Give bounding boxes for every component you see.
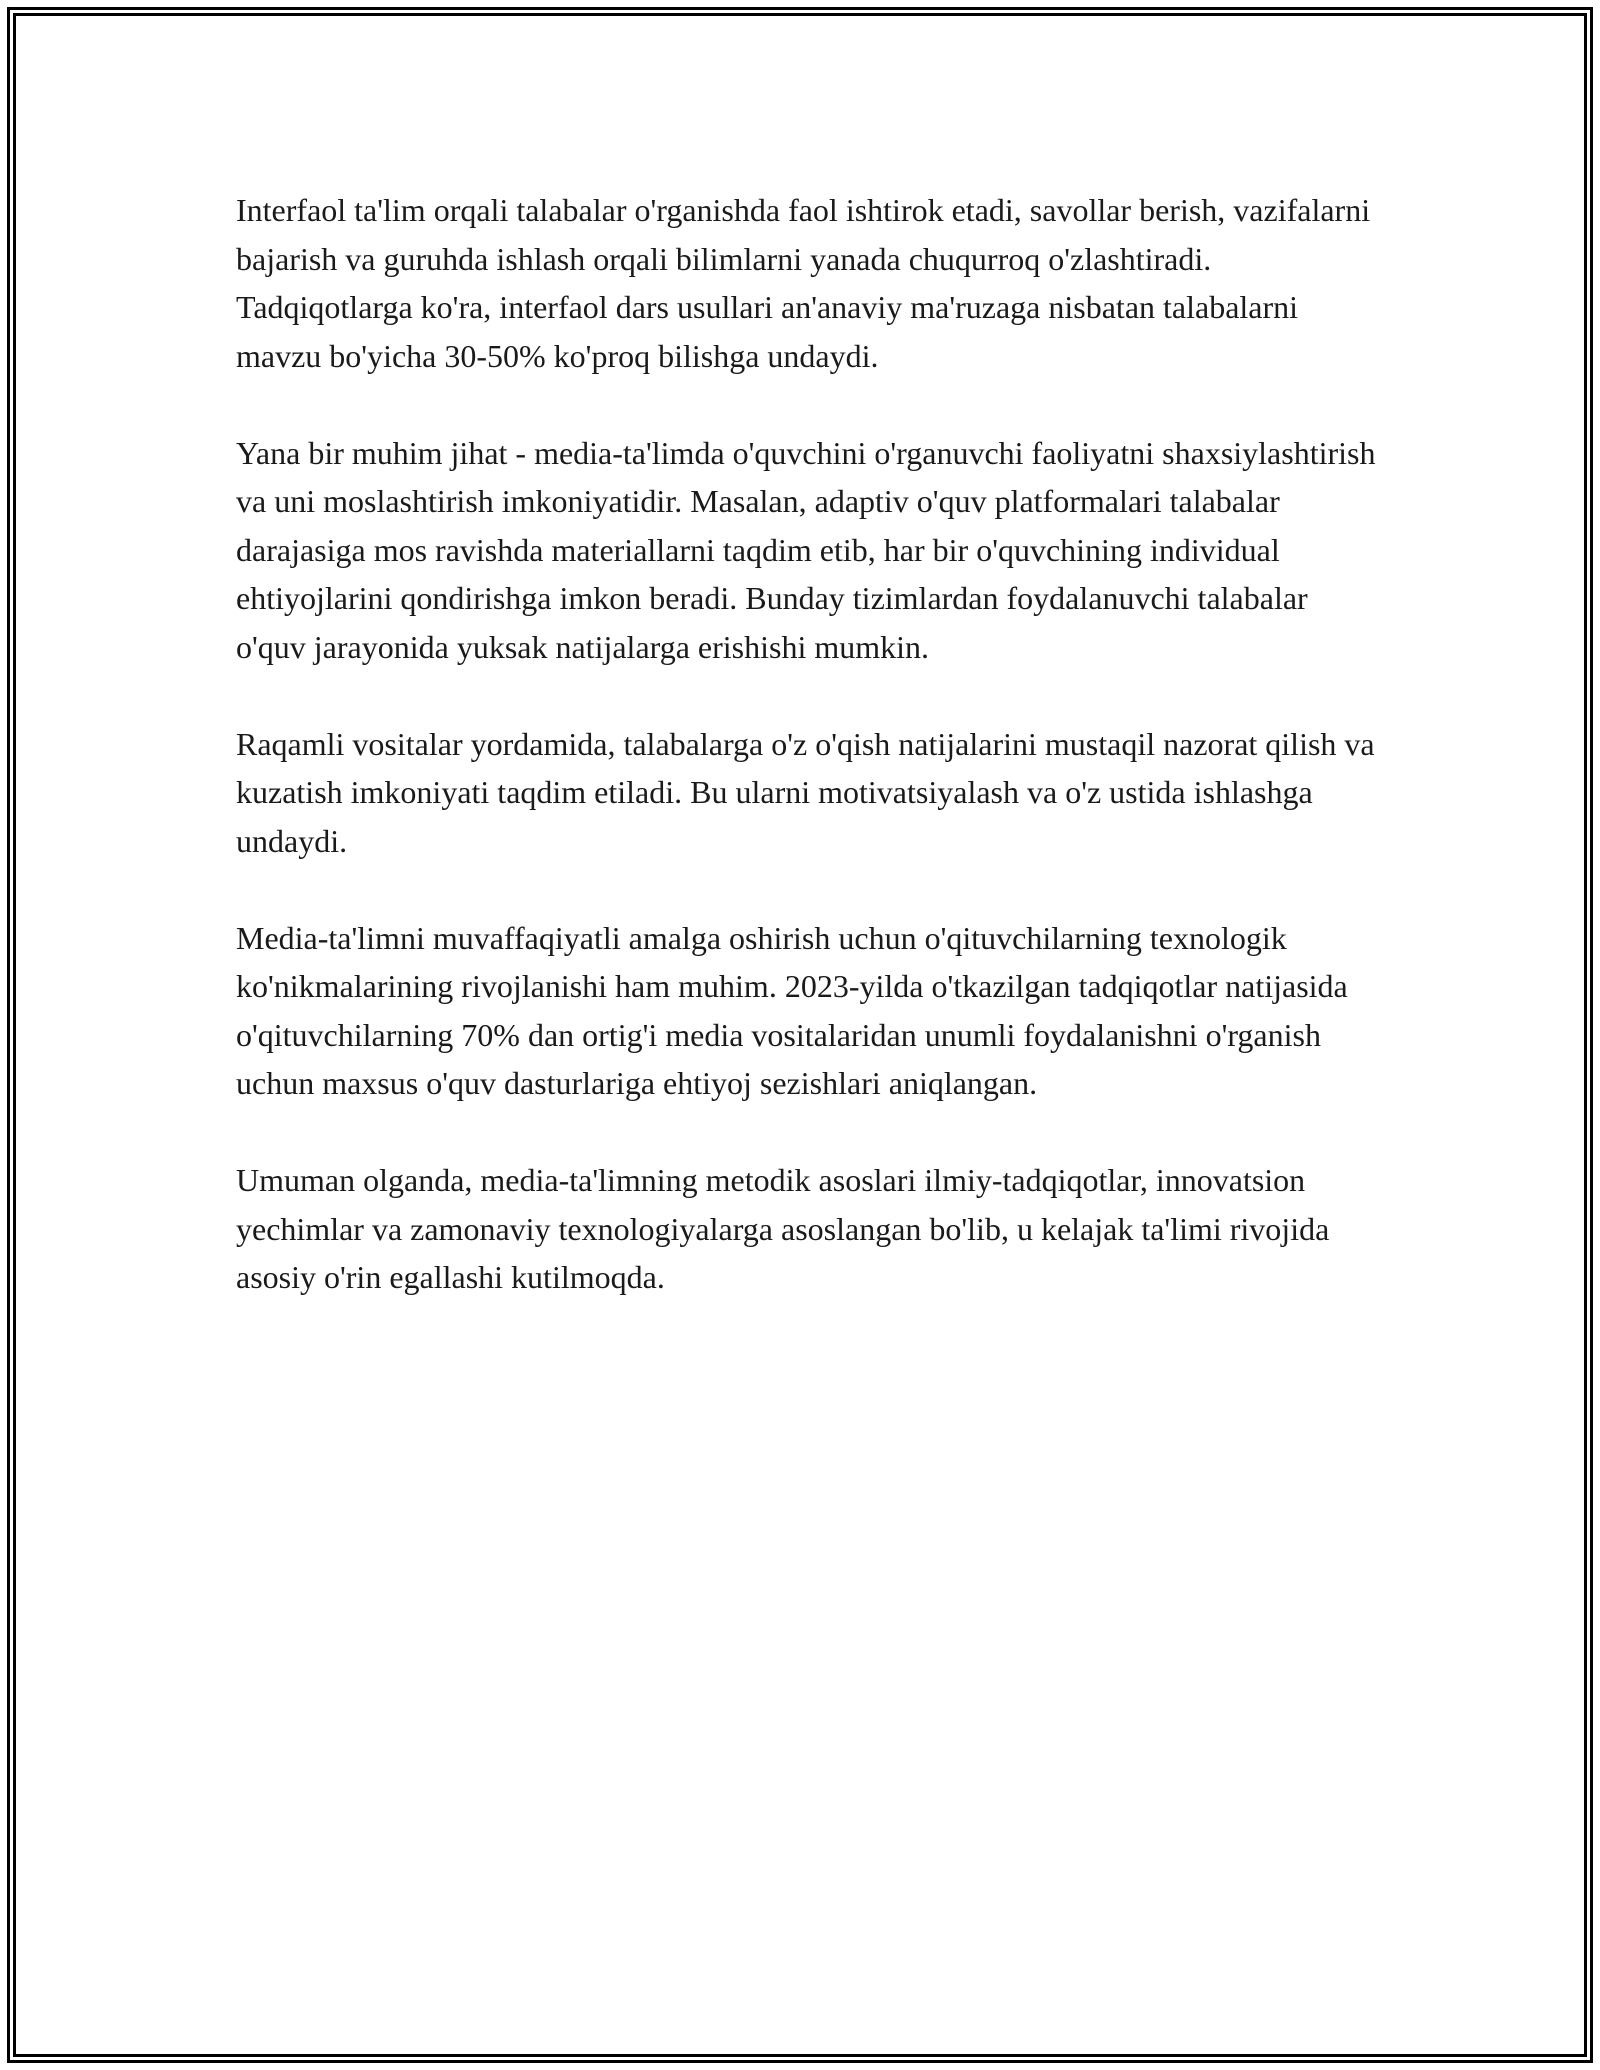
paragraph-digital-tools: Raqamli vositalar yordamida, talabalarga o'z o'qish natijalarini mustaqil nazorat qilish va kuzatish imkoniyati taqdim etiladi. Bu ularni motivatsiyalash va o'z ustida ishlashga undaydi. xyxy=(236,725,1375,859)
document-body xyxy=(236,186,1376,1350)
paragraph-conclusion: Umuman olganda, media-ta'limning metodik asoslari ilmiy-tadqiqotlar, innovatsion yechimlar va zamonaviy texnologiyalarga asoslangan bo'lib, u kelajak ta'limi rivojida asosiy o'rin egallashi kutilmoqda. xyxy=(236,1162,1330,1295)
paragraph-personalization: Yana bir muhim jihat - media-ta'limda o'quvchini o'rganuvchi faoliyatni shaxsiylashtirish va uni moslashtirish imkoniyatidir. Masalan, adaptiv o'quv platformalari talabalar darajasiga mos ravishda materiallarni taqdim etib, har bir o'quvchining individual ehtiyojlarini qondirishga imkon beradi. Bunday tizimlardan foydalanuvchi talabalar o'quv jarayonida yuksak natijalarga erishishi mumkin. xyxy=(236,434,1376,665)
paragraph-teacher-skills: Media-ta'limni muvaffaqiyatli amalga oshirish uchun o'qituvchilarning texnologik ko'nikmalarining rivojlanishi ham muhim. 2023-yilda o'tkazilgan tadqiqotlar natijasida o'qituvchilarning 70% dan ortig'i media vositalaridan unumli foydalanishni o'rganish uchun maxsus o'quv dasturlariga ehtiyoj sezishlari aniqlangan. xyxy=(236,919,1348,1101)
paragraph-interactive-learning: Interfaol ta'lim orqali talabalar o'rganishda faol ishtirok etadi, savollar berish, vazifalarni bajarish va guruhda ishlash orqali bilimlarni yanada chuqurroq o'zlashtiradi. Tadqiqotlarga ko'ra, interfaol dars usullari an'anaviy ma'ruzaga nisbatan talabalarni mavzu bo'yicha 30-50% ko'proq bilishga undaydi. xyxy=(236,192,1371,374)
